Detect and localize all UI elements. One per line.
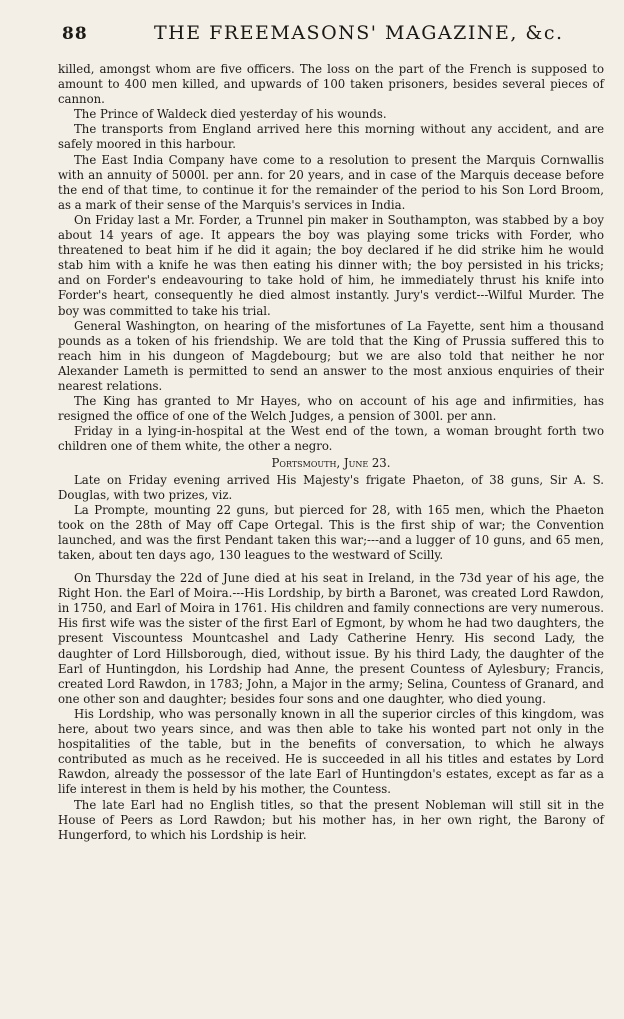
paragraph-waldeck: The Prince of Waldeck died yesterday of his wounds. (74, 107, 387, 122)
paragraph-continuation: killed, amongst whom are five officers. The loss on the part of the French is supposed to amount to 400 men killed, and upwards of 100 taken prisoners, besides several pieces of cannon. (58, 62, 604, 107)
paragraph-forder: On Friday last a Mr. Forder, a Trunnel pin maker in Southampton, was stabbed by a boy about 14 years of age. It appears the boy was playing some tricks with Forder, who threatened to beat him if he did it again; the boy declared if he did strike him he would stab him with a knife he was then eating his dinner with; the boy persisted in his tricks; and on Forder's endeavouring to take hold of him, he immediately thrust his knife into Forder's heart, consequently he died almost instantly. Jury's verdict---Wilful Murder. The boy was committed to take his trial. (58, 212, 604, 318)
article-body (58, 62, 604, 843)
paragraph-moira: On Thursday the 22d of June died at his seat in Ireland, in the 73d year of his age, the Right Hon. the Earl of Moira.---His Lordship, by birth a Baronet, was created Lord Rawdon, in 1750, and Earl of Moira in 1761. His children and family connections are very numerous. His first wife was the sister of the first Earl of Egmont, by whom he had two daughters, the present Viscountess Mountcashel and Lady Catherine Henry. His second Lady, the daughter of Lord Hillsborough, died, without issue. By his third Lady, the daughter of the Earl of Huntingdon, his Lordship had Anne, the present Countess of Aylesbury; Francis, created Lord Rawdon, in 1783; John, a Major in the army; Selina, Countess of Granard, and one other son and daughter; besides four sons and one daughter, who died young. (58, 571, 604, 706)
paragraph-lordship: His Lordship, who was personally known in all the superior circles of this kingdom, was here, about two years since, and was then able to take his wonted part not only in the hospitalities of the table, but in the benefits of conversation, to which he always contributed as much as he received. He is succeeded in all his titles and estates by Lord Rawdon, already the possessor of the late Earl of Huntingdon's estates, except as far as a life interest in them is held by his mother, the Countess. (58, 706, 604, 797)
paragraph-transports: The transports from England arrived here this morning without any accident, and are safely moored in this harbour. (58, 122, 604, 152)
paragraph-late-earl: The late Earl had no English titles, so that the present Nobleman will still sit in the House of Peers as Lord Rawdon; but his mother has, in her own right, the Barony of Hungerford, to which his Lordship is heir. (58, 797, 604, 842)
paragraph-hayes: The King has granted to Mr Hayes, who on account of his age and infirmities, has resigned the office of one of the Welch Judges, a pension of 300l. per ann. (58, 394, 604, 424)
dateline-portsmouth: Portsmouth, June 23. (271, 456, 391, 471)
paragraph-phaeton: Late on Friday evening arrived His Majesty's frigate Phaeton, of 38 guns, Sir A. S. Douglas, with two prizes, viz. (58, 472, 604, 502)
page-header (62, 20, 602, 52)
paragraph-prompte: La Prompte, mounting 22 guns, but pierced for 28, with 165 men, which the Phaeton took on the 28th of May off Cape Ortegal. This is the first ship of war; the Convention launched, and was the first Pendant taken this war;---and a lugger of 10 guns, and 65 men, taken, about ten days ago, 130 leagues to the westward of Scilly. (58, 502, 604, 562)
running-head: THE FREEMASONS' MAGAZINE, &c. (154, 22, 564, 44)
paragraph-washington: General Washington, on hearing of the misfortunes of La Fayette, sent him a thousand pounds as a token of his friendship. We are told that the King of Prussia suffered this to reach him in his dungeon of Magdebourg; but we are also told that neither he nor Alexander Lameth is permitted to send an answer to the most anxious enquiries of their nearest relations. (58, 318, 604, 393)
paragraph-hospital: Friday in a lying-in-hospital at the West end of the town, a woman brought forth two children one of them white, the other a negro. (58, 424, 604, 454)
page-number: 88 (62, 24, 88, 44)
paragraph-east-india: The East India Company have come to a resolution to present the Marquis Cornwallis with an annuity of 5000l. per ann. for 20 years, and in case of the Marquis decease before the end of that time, to continue it for the remainder of the period to his Son Lord Broom, as a mark of their sense of the Marquis's services in India. (58, 152, 604, 212)
